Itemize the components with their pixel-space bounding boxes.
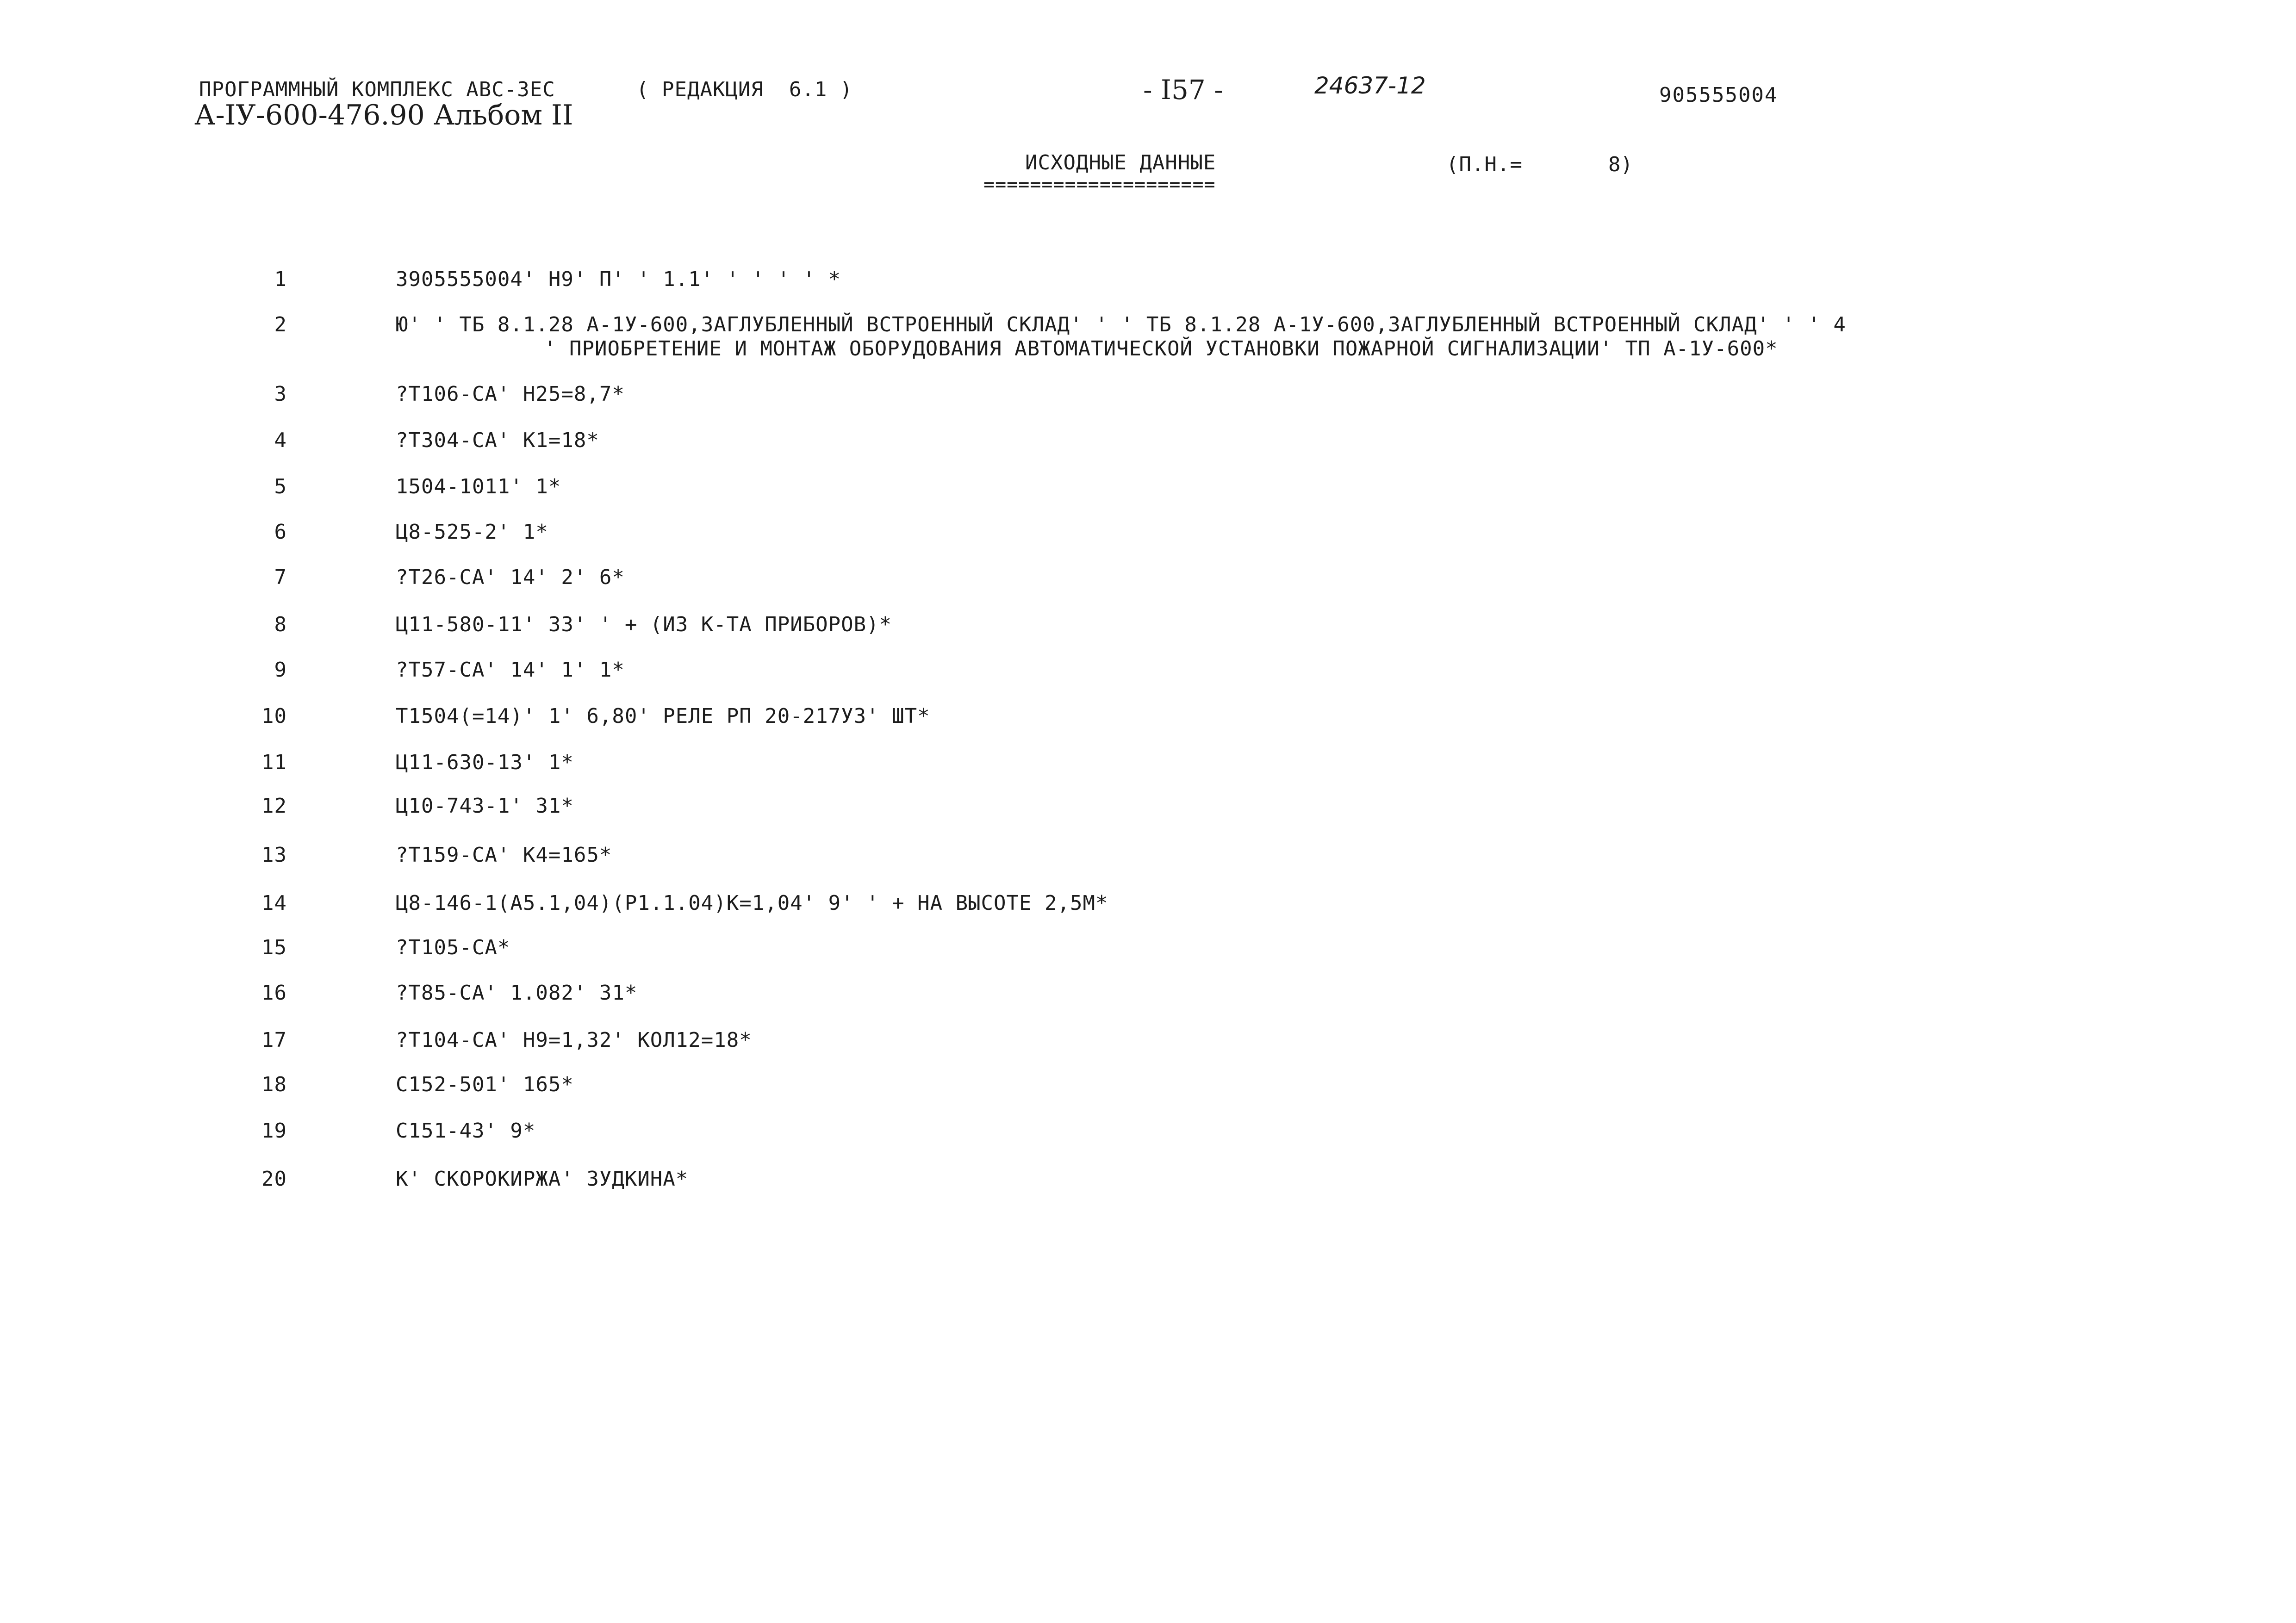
handwritten-doc-number: 24637-12 [1314, 72, 1426, 99]
row-text: С152-501' 165* [396, 1073, 574, 1096]
section-title: ИСХОДНЫЕ ДАННЫЕ [1025, 151, 1216, 174]
section-underline: ==================== [983, 174, 1216, 195]
row-number: 11 [261, 751, 287, 774]
row-text-continuation: ' ПРИОБРЕТЕНИЕ И МОНТАЖ ОБОРУДОВАНИЯ АВТОМАТИЧЕСКОЙ УСТАНОВКИ ПОЖАРНОЙ СИГНАЛИЗАЦИИ' ТП А-1У-600* [544, 337, 1778, 361]
row-text: ?Т85-СА' 1.082' 31* [396, 981, 638, 1005]
row-number: 18 [261, 1073, 287, 1096]
row-number: 17 [261, 1028, 287, 1052]
row-text: 3905555004' Н9' П' ' 1.1' ' ' ' ' * [396, 267, 841, 291]
edition-label: ( РЕДАКЦИЯ 6.1 ) [636, 78, 853, 101]
row-text: Ц11-580-11' 33' ' + (ИЗ К-ТА ПРИБОРОВ)* [396, 613, 892, 636]
row-number: 6 [274, 520, 287, 544]
row-number: 20 [261, 1167, 287, 1191]
row-text: ?Т159-СА' К4=165* [396, 843, 612, 867]
row-text: ?Т104-СА' Н9=1,32' КОЛ12=18* [396, 1028, 752, 1052]
row-number: 9 [274, 658, 287, 682]
row-number: 5 [274, 475, 287, 498]
pn-label: (П.Н.= [1446, 153, 1523, 176]
pn-value: 8) [1608, 153, 1633, 176]
row-number: 13 [261, 843, 287, 867]
row-text: Т1504(=14)' 1' 6,80' РЕЛЕ РП 20-217У3' ШТ* [396, 704, 930, 728]
row-text: К' СКОРОКИРЖА' ЗУДКИНА* [396, 1167, 689, 1191]
row-number: 19 [261, 1119, 287, 1143]
row-number: 14 [261, 891, 287, 915]
page-number: - I57 - [1143, 74, 1223, 106]
row-number: 3 [274, 382, 287, 406]
row-text: Ц8-146-1(А5.1,04)(Р1.1.04)К=1,04' 9' ' + НА ВЫСОТЕ 2,5М* [396, 891, 1108, 915]
row-text: Ц11-630-13' 1* [396, 751, 574, 774]
row-number: 12 [261, 794, 287, 818]
row-text: Ю' ' ТБ 8.1.28 А-1У-600,ЗАГЛУБЛЕННЫЙ ВСТРОЕННЫЙ СКЛАД' ' ' ТБ 8.1.28 А-1У-600,ЗАГЛУБЛЕННЫЙ ВСТРОЕННЫЙ СКЛАД' ' ' 4 [396, 313, 1846, 336]
row-number: 1 [274, 267, 287, 291]
album-title: А-IУ-600-476.90 Альбом II [194, 99, 573, 131]
row-text: ?Т106-СА' Н25=8,7* [396, 382, 625, 406]
row-text: ?Т57-СА' 14' 1' 1* [396, 658, 625, 682]
program-title: ПРОГРАММНЫЙ КОМПЛЕКС АВС-3ЕС [199, 78, 555, 101]
row-number: 15 [261, 936, 287, 959]
row-number: 8 [274, 613, 287, 636]
row-number: 2 [274, 313, 287, 336]
row-text: ?Т105-СА* [396, 936, 510, 959]
row-text: ?Т304-СА' К1=18* [396, 429, 599, 452]
row-number: 7 [274, 566, 287, 589]
job-code: 905555004 [1659, 83, 1778, 107]
row-text: С151-43' 9* [396, 1119, 536, 1143]
row-text: 1504-1011' 1* [396, 475, 561, 498]
row-text: ?Т26-СА' 14' 2' 6* [396, 566, 625, 589]
row-number: 16 [261, 981, 287, 1005]
row-text: Ц8-525-2' 1* [396, 520, 548, 544]
row-number: 4 [274, 429, 287, 452]
row-text: Ц10-743-1' 31* [396, 794, 574, 818]
row-number: 10 [261, 704, 287, 728]
